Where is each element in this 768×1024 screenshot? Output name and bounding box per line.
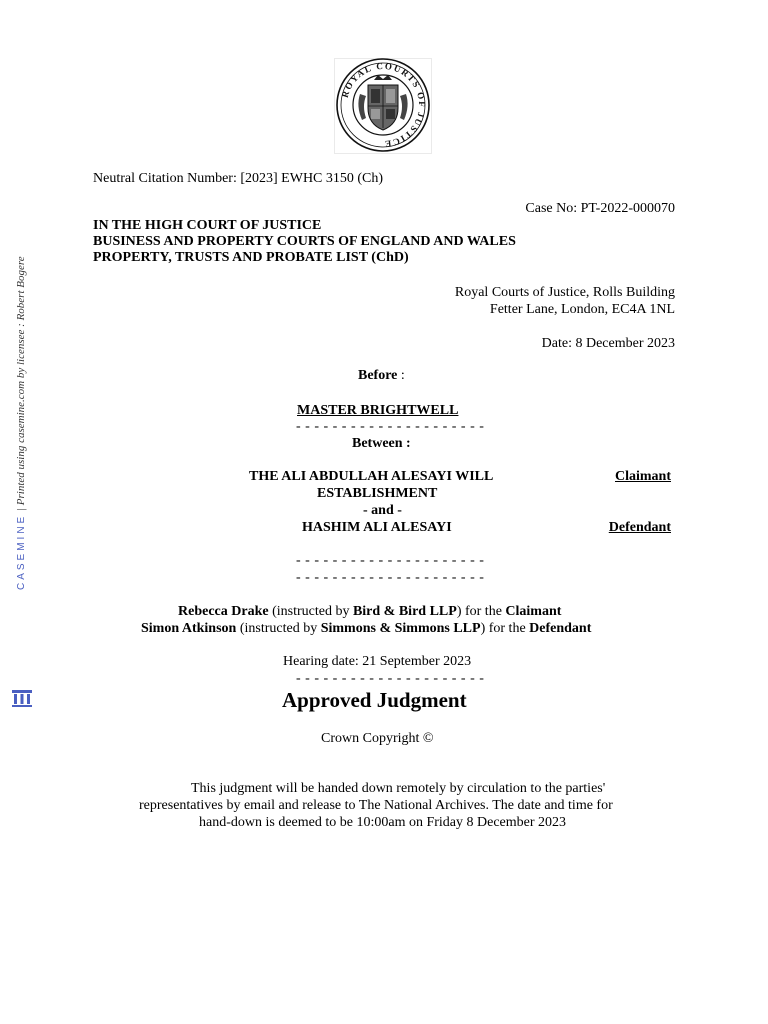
casemine-brand: CASEMINE [16, 513, 27, 590]
handdown-line-2: representatives by email and release to The National Archives. The date and time for [139, 798, 613, 813]
judgment-title: Approved Judgment [282, 688, 467, 712]
counsel-claimant-for: ) for the [456, 604, 506, 619]
divider-4: - - - - - - - - - - - - - - - - - - - - - [296, 671, 485, 686]
claimant-role: Claimant [615, 469, 671, 484]
before-word: Before [358, 368, 398, 383]
claimant-name-line-1: THE ALI ABDULLAH ALESAYI WILL [249, 469, 494, 484]
case-number: Case No: PT-2022-000070 [525, 201, 675, 216]
hearing-date: Hearing date: 21 September 2023 [283, 654, 472, 669]
court-line-3: PROPERTY, TRUSTS AND PROBATE LIST (ChD) [93, 250, 409, 265]
address-line-2: Fetter Lane, London, EC4A 1NL [489, 302, 675, 317]
handdown-line-3: hand-down is deemed to be 10:00am on Friday 8 December 2023 [199, 815, 567, 830]
counsel-defendant-instructed: (instructed by [236, 621, 321, 636]
claimant-name-line-2: ESTABLISHMENT [317, 486, 438, 501]
counsel-defendant-firm: Simmons & Simmons LLP [320, 621, 481, 636]
before-colon: : [397, 368, 405, 383]
counsel-claimant-instructed: (instructed by [268, 604, 353, 619]
defendant-role: Defendant [608, 520, 671, 535]
defendant-name: HASHIM ALI ALESAYI [302, 520, 452, 535]
counsel-claimant-firm: Bird & Bird LLP [352, 604, 457, 619]
counsel-claimant-party: Claimant [505, 604, 562, 619]
crown-copyright: Crown Copyright © [321, 731, 434, 746]
address-line-1: Royal Courts of Justice, Rolls Building [454, 285, 675, 300]
and-separator: - and - [363, 503, 402, 518]
court-line-1: IN THE HIGH COURT OF JUSTICE [93, 218, 322, 233]
neutral-citation: Neutral Citation Number: [2023] EWHC 3150 (Ch) [93, 171, 384, 186]
counsel-defendant-party: Defendant [529, 621, 592, 636]
counsel-defendant [141, 621, 591, 637]
court-line-2: BUSINESS AND PROPERTY COURTS OF ENGLAND AND WALES [93, 234, 516, 249]
divider-3: - - - - - - - - - - - - - - - - - - - - - [296, 570, 485, 585]
before-label [358, 368, 405, 384]
judge-name: MASTER BRIGHTWELL [297, 403, 459, 418]
handdown-line-1: This judgment will be handed down remotely by circulation to the parties' [191, 781, 606, 796]
divider-1: - - - - - - - - - - - - - - - - - - - - - [296, 419, 485, 434]
sidebar-printed-by: Printed using casemine.com by licensee : Robert Bogere [15, 256, 27, 506]
between-label: Between : [352, 436, 411, 451]
sidebar-printed-text [15, 256, 27, 590]
sidebar-separator: | [15, 507, 27, 512]
judgment-date: Date: 8 December 2023 [541, 336, 675, 351]
casemine-logo-icon [11, 688, 33, 708]
divider-2: - - - - - - - - - - - - - - - - - - - - - [296, 553, 485, 568]
seal-ring-text: ROYAL COURTS OF JUSTICE [339, 60, 428, 150]
counsel-defendant-for: ) for the [480, 621, 530, 636]
counsel-claimant [178, 604, 561, 620]
counsel-defendant-name: Simon Atkinson [141, 621, 237, 636]
counsel-claimant-name: Rebecca Drake [178, 604, 269, 619]
royal-courts-seal [334, 58, 432, 154]
